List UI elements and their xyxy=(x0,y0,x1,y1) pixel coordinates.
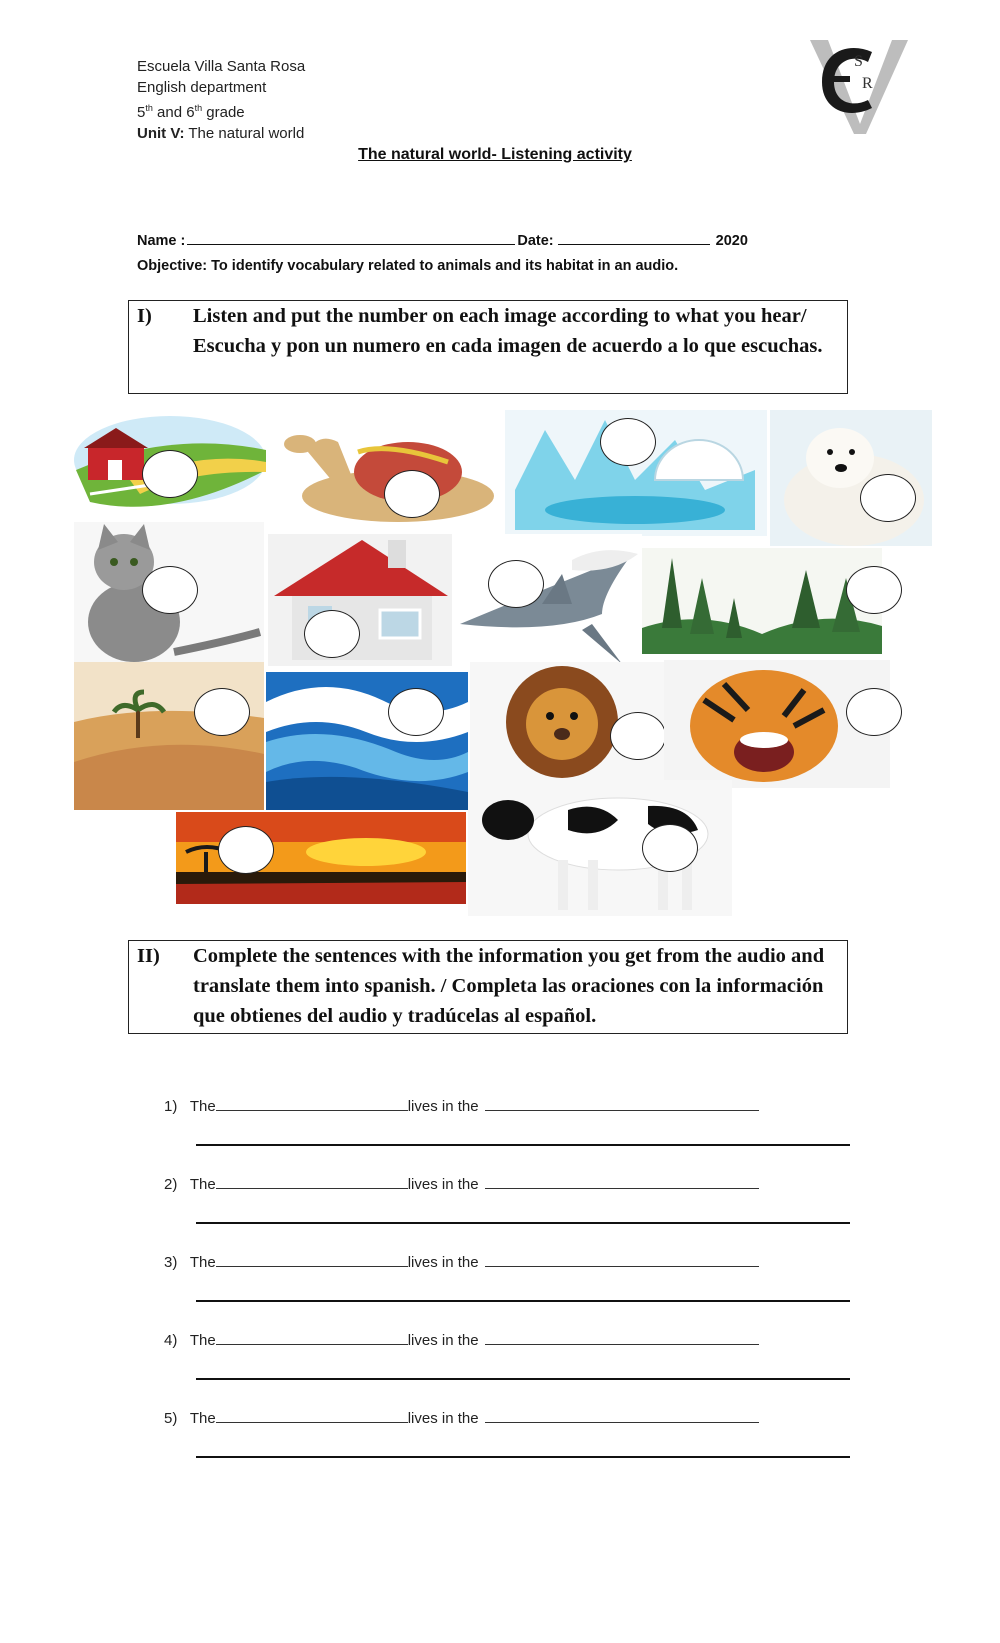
name-blank[interactable] xyxy=(187,232,515,245)
sentence-5: 5) The lives in the xyxy=(164,1408,759,1427)
translation-line-3[interactable] xyxy=(196,1300,850,1302)
camel-image xyxy=(278,412,504,532)
shark-image xyxy=(452,534,642,666)
date-blank[interactable] xyxy=(558,232,710,245)
name-date-line xyxy=(137,232,748,249)
translation-line-2[interactable] xyxy=(196,1222,850,1224)
school-logo xyxy=(810,36,910,136)
ocean-number-circle[interactable] xyxy=(388,688,444,736)
habitat-blank[interactable] xyxy=(485,1330,759,1345)
animal-blank[interactable] xyxy=(216,1252,408,1267)
animal-blank[interactable] xyxy=(216,1330,408,1345)
name-label: Name : xyxy=(137,233,186,249)
forest-image xyxy=(642,548,882,654)
habitat-blank[interactable] xyxy=(485,1096,759,1111)
school-header xyxy=(137,56,305,144)
tiger-number-circle[interactable] xyxy=(846,688,902,736)
house-number-circle[interactable] xyxy=(304,610,360,658)
translation-line-4[interactable] xyxy=(196,1378,850,1380)
cow-number-circle[interactable] xyxy=(642,824,698,872)
polar-bear-number-circle[interactable] xyxy=(860,474,916,522)
animal-blank[interactable] xyxy=(216,1096,408,1111)
shark-number-circle[interactable] xyxy=(488,560,544,608)
desert-number-circle[interactable] xyxy=(194,688,250,736)
house-image xyxy=(268,534,454,666)
section2-box xyxy=(128,940,848,1034)
forest-number-circle[interactable] xyxy=(846,566,902,614)
desert-image xyxy=(74,662,264,810)
habitat-blank[interactable] xyxy=(485,1174,759,1189)
animal-blank[interactable] xyxy=(216,1174,408,1189)
sentence-1: 1) The lives in the xyxy=(164,1096,759,1115)
ocean-wave-image xyxy=(266,672,468,810)
habitat-blank[interactable] xyxy=(485,1408,759,1423)
farm-number-circle[interactable] xyxy=(142,450,198,498)
polar-bear-image xyxy=(770,410,932,546)
section1-box xyxy=(128,300,848,394)
igloo-number-circle[interactable] xyxy=(600,418,656,466)
habitat-blank[interactable] xyxy=(485,1252,759,1267)
savanna-number-circle[interactable] xyxy=(218,826,274,874)
svg-text:R: R xyxy=(862,75,873,92)
department: English department xyxy=(137,79,267,96)
sentence-4: 4) The lives in the xyxy=(164,1330,759,1349)
lion-number-circle[interactable] xyxy=(610,712,666,760)
camel-number-circle[interactable] xyxy=(384,470,440,518)
section1-number: I) xyxy=(137,305,152,327)
section2-instruction: Complete the sentences with the information you get from the audio and translate them into spanish. / Completa las oraciones con la información que obtienes del audio y tradúcelas al español. xyxy=(193,945,825,1027)
section2-number: II) xyxy=(137,945,160,967)
date-label: Date: xyxy=(517,233,554,249)
objective: Objective: To identify vocabulary related to animals and its habitat in an audio. xyxy=(137,258,679,274)
translation-line-1[interactable] xyxy=(196,1144,850,1146)
translation-line-5[interactable] xyxy=(196,1456,850,1458)
sentence-3: 3) The lives in the xyxy=(164,1252,759,1271)
page-title: The natural world- Listening activity xyxy=(358,146,632,163)
section1-instruction: Listen and put the number on each image according to what you hear/ Escucha y pon un numero en cada imagen de acuerdo a lo que escuchas. xyxy=(193,305,823,357)
sentence-2: 2) The lives in the xyxy=(164,1174,759,1193)
unit-line: Unit V: The natural world xyxy=(137,125,305,142)
school-name: Escuela Villa Santa Rosa xyxy=(137,58,306,75)
animal-blank[interactable] xyxy=(216,1408,408,1423)
cat-number-circle[interactable] xyxy=(142,566,198,614)
year: 2020 xyxy=(715,233,748,249)
grade-line: 5th and 6th grade xyxy=(137,103,245,121)
svg-text:S: S xyxy=(854,53,863,70)
